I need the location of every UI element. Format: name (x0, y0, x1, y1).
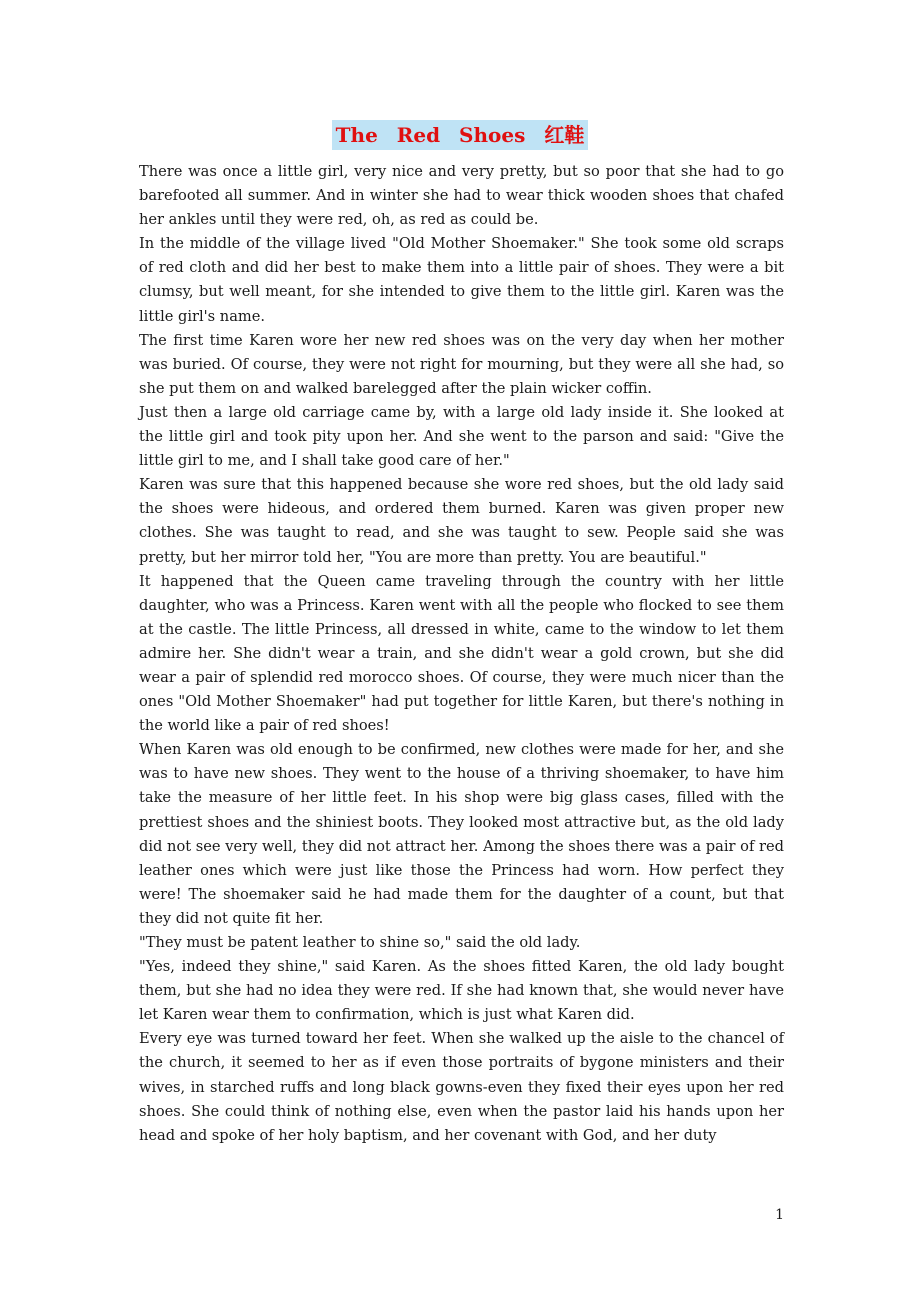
paragraph-2: In the middle of the village lived "Old Mother Shoemaker." She took some old scraps of red cloth and did her best to make them into a little pair of shoes. They were a bit clumsy, but well meant, for she intended to give them to the little girl. Karen was the little girl's name. (139, 235, 784, 325)
paragraph-8: "They must be patent leather to shine so," said the old lady. (139, 934, 581, 951)
paragraph-5: Karen was sure that this happened because she wore red shoes, but the old lady said the shoes were hideous, and ordered them burned. Karen was given proper new clothes. She was taught to read, and she was taught to sew. People said she was pretty, but her mirror told her, "You are more than pretty. You are beautiful." (139, 476, 784, 566)
paragraph-10: Every eye was turned toward her feet. When she walked up the aisle to the chancel of the church, it seemed to her as if even those portraits of bygone ministers and their wives, in starched ruffs and long black gowns-even they fixed their eyes upon her red shoes. She could think of nothing else, even when the pastor laid his hands upon her head and spoke of her holy baptism, and her covenant with God, and her duty (139, 1030, 784, 1144)
document-title: The Red Shoes 红鞋 (332, 120, 589, 150)
paragraph-1: There was once a little girl, very nice and very pretty, but so poor that she had to go barefooted all summer. And in winter she had to wear thick wooden shoes that chafed her ankles until they were red, oh, as red as could be. (139, 163, 784, 229)
paragraph-6: It happened that the Queen came traveling through the country with her little daughter, who was a Princess. Karen went with all the people who flocked to see them at the castle. The little Princess, all dressed in white, came to the window to let them admire her. She didn't wear a train, and she didn't wear a gold crown, but she did wear a pair of splendid red morocco shoes. Of course, they were much nicer than the ones "Old Mother Shoemaker" had put together for little Karen, but there's nothing in the world like a pair of red shoes! (139, 572, 784, 735)
paragraph-9: "Yes, indeed they shine," said Karen. As the shoes fitted Karen, the old lady bought them, but she had no idea they were red. If she had known that, she would never have let Karen wear them to confirmation, which is just what Karen did. (139, 958, 784, 1024)
paragraph-4: Just then a large old carriage came by, with a large old lady inside it. She looked at the little girl and took pity upon her. And she went to the parson and said: "Give the little girl to me, and I shall take good care of her." (139, 403, 784, 470)
title-container (0, 120, 920, 150)
paragraph-7: When Karen was old enough to be confirmed, new clothes were made for her, and she was to have new shoes. They went to the house of a thriving shoemaker, to have him take the measure of her little feet. In his shop were big glass cases, filled with the prettiest shoes and the shiniest boots. They looked most attractive but, as the old lady did not see very well, they did not attract her. Among the shoes there was a pair of red leather ones which were just like those the Princess had worn. How perfect they were! The shoemaker said he had made them for the daughter of a count, but that they did not quite fit her. (139, 741, 784, 927)
paragraph-3: The first time Karen wore her new red shoes was on the very day when her mother was buried. Of course, they were not right for mourning, but they were all she had, so she put them on and walked barelegged after the plain wicker coffin. (139, 331, 784, 397)
page-number: 1 (775, 1207, 784, 1223)
story-body (139, 160, 784, 1148)
